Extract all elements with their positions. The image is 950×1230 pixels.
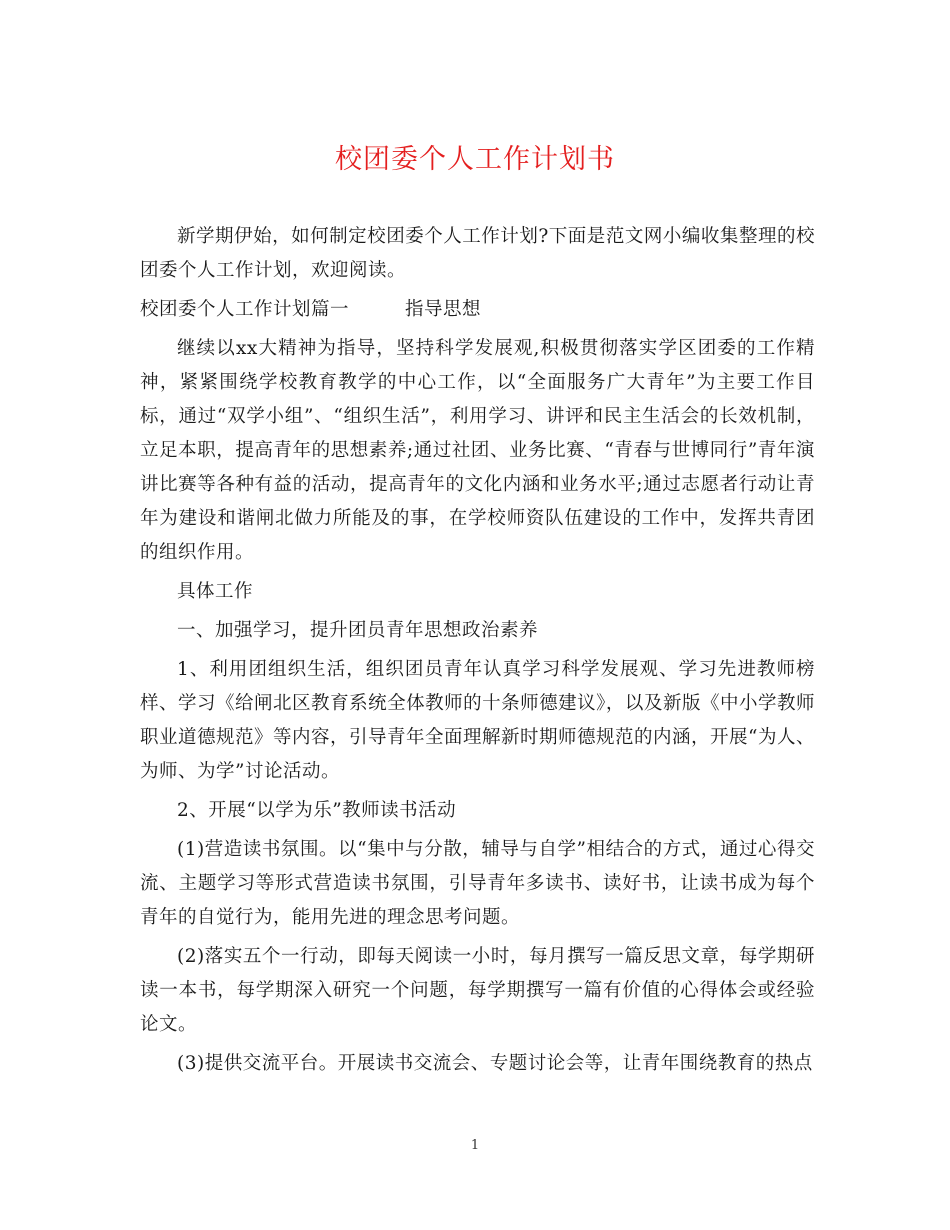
document-body — [140, 220, 815, 1086]
sub-item-1-paragraph: (1)营造读书氛围。以“集中与分散，辅导与自学”相结合的方式，通过心得交流、主题学习等形式营造读书氛围，引导青年多读书、读好书，让读书成为每个青年的自觉行为，能用先进的理念思考问题。 — [140, 839, 815, 928]
section-heading-subtitle: 指导思想 — [405, 299, 482, 320]
guiding-paragraph: 继续以xx大精神为指导，坚持科学发展观,积极贯彻落实学区团委的工作精神，紧紧围绕学校教育教学的中心工作，以“全面服务广大青年”为主要工作目标，通过“双学小组”、“组织生活”，利用学习、讲评和民主生活会的长效机制，立足本职，提高青年的思想素养;通过社团、业务比赛、“青春与世博同行”青年演讲比赛等各种有益的活动，提高青年的文化内涵和业务水平;通过志愿者行动让青年为建设和谐闸北做力所能及的事，在学校师资队伍建设的工作中，发挥共青团的组织作用。 — [140, 338, 815, 563]
specific-work-heading: 具体工作 — [177, 581, 254, 602]
item-one-heading: 一、加强学习，提升团员青年思想政治素养 — [177, 620, 539, 641]
intro-paragraph: 新学期伊始，如何制定校团委个人工作计划?下面是范文网小编收集整理的校团委个人工作计划，欢迎阅读。 — [140, 226, 815, 281]
document-title: 校团委个人工作计划书 — [335, 144, 615, 175]
section-heading — [140, 293, 815, 327]
item-2-heading: 2、开展“以学为乐”教师读书活动 — [177, 800, 457, 821]
page-number: 1 — [470, 1138, 480, 1153]
item-1-paragraph: 1、利用团组织生活，组织团员青年认真学习科学发展观、学习先进教师榜样、学习《给闸北区教育系统全体教师的十条师德建议》，以及新版《中小学教师职业道德规范》等内容，引导青年全面理解新时期师德规范的内涵，开展“为人、为师、为学”讨论活动。 — [140, 659, 815, 782]
sub-item-2-paragraph: (2)落实五个一行动，即每天阅读一小时，每月撰写一篇反思文章，每学期研读一本书，每学期深入研究一个问题，每学期撰写一篇有价值的心得体会或经验论文。 — [140, 946, 815, 1035]
section-heading-title: 校团委个人工作计划篇一 — [140, 299, 350, 320]
sub-item-3-paragraph: (3)提供交流平台。开展读书交流会、专题讨论会等，让青年围绕教育的热点 — [177, 1053, 813, 1074]
